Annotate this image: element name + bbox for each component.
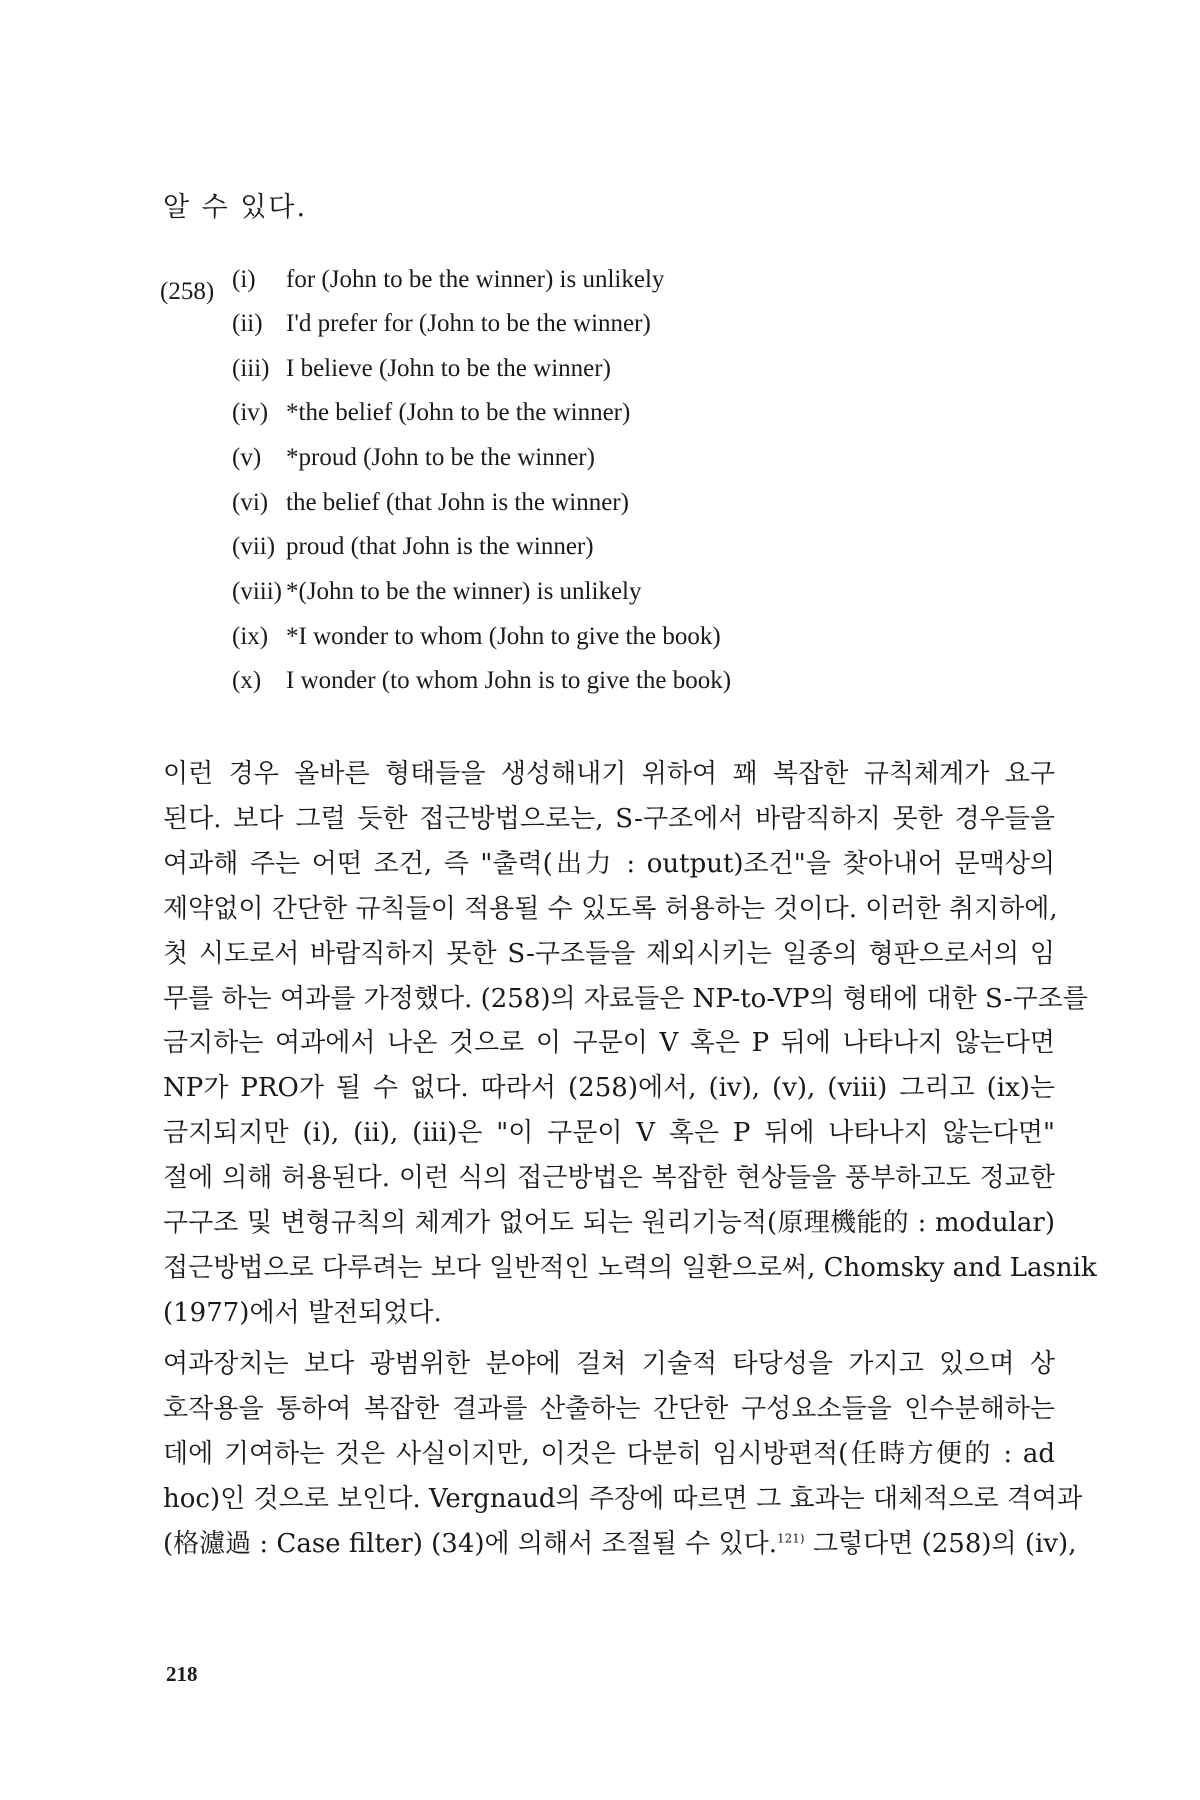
example-label: (i) <box>232 266 256 293</box>
paragraph-line: 데에 기여하는 것은 사실이지만, 이것은 다분히 임시방편적(任時方便的 : ad <box>163 1438 1055 1469</box>
example-text: *I wonder to whom (John to give the book) <box>286 623 721 650</box>
example-text: *proud (John to be the winner) <box>286 444 595 471</box>
paragraph-line: NP가 PRO가 될 수 없다. 따라서 (258)에서, (iv), (v), (viii) 그리고 (ix)는 <box>163 1073 1055 1104</box>
example-text: for (John to be the winner) is unlikely <box>286 266 665 293</box>
example-label: (x) <box>232 667 262 694</box>
example-text: the belief (that John is the winner) <box>286 489 629 516</box>
paragraph-line: 금지하는 여과에서 나온 것으로 이 구문이 V 혹은 P 뒤에 나타나지 않는다면 <box>163 1028 1055 1059</box>
example-text: I believe (John to be the winner) <box>286 355 611 382</box>
paragraph-line: 제약없이 간단한 규칙들이 적용될 수 있도록 허용하는 것이다. 이러한 취지하에, <box>163 893 1058 924</box>
example-text: I'd prefer for (John to be the winner) <box>286 310 651 337</box>
paragraph-line: 첫 시도로서 바람직하지 못한 S-구조들을 제외시키는 일종의 형판으로서의 임 <box>163 938 1055 969</box>
example-label: (vii) <box>232 533 276 560</box>
example-label: (ii) <box>232 310 263 337</box>
paragraph-2 <box>163 1342 1083 1567</box>
example-number: (258) <box>160 278 215 305</box>
lead-text: 알 수 있다. <box>163 192 308 223</box>
paragraph-line: 호작용을 통하여 복잡한 결과를 산출하는 간단한 구성요소들을 인수분해하는 <box>163 1393 1055 1424</box>
paragraph-line: 이런 경우 올바른 형태들을 생성해내기 위하여 꽤 복잡한 규칙체계가 요구 <box>163 759 1055 789</box>
example-label: (viii) <box>232 578 282 605</box>
paragraph-line: 절에 의해 허용된다. 이런 식의 접근방법은 복잡한 현상들을 풍부하고도 정교한 <box>163 1163 1055 1194</box>
example-text: proud (that John is the winner) <box>286 533 594 560</box>
footnote-marker[interactable]: 121) <box>777 1530 805 1545</box>
paragraph-line: (1977)에서 발전되었다. <box>163 1297 442 1328</box>
paragraph-line: 무를 하는 여과를 가정했다. (258)의 자료들은 NP-to-VP의 형태에 대한 S-구조를 <box>163 983 1088 1014</box>
example-label: (iv) <box>232 399 269 426</box>
paragraph-line: 접근방법으로 다루려는 보다 일반적인 노력의 일환으로써, Chomsky and Lasnik <box>163 1252 1097 1283</box>
example-label: (v) <box>232 444 262 471</box>
paragraph-line: 여과장치는 보다 광범위한 분야에 걸쳐 기술적 타당성을 가지고 있으며 상 <box>163 1349 1055 1379</box>
example-label: (vi) <box>232 489 269 516</box>
paragraph-line: 금지되지만 (i), (ii), (iii)은 "이 구문이 V 혹은 P 뒤에 나타나지 않는다면" <box>163 1118 1055 1149</box>
example-text: *the belief (John to be the winner) <box>286 399 631 426</box>
paragraph-line: hoc)인 것으로 보인다. Vergnaud의 주장에 따르면 그 효과는 대체적으로 격여과 <box>163 1483 1083 1514</box>
paragraph-line <box>163 1522 1077 1567</box>
line-text: (格濾過 : Case filter) (34)에 의해서 조절될 수 있다. <box>163 1528 778 1559</box>
example-label: (iii) <box>232 355 270 382</box>
paragraph-line: 된다. 보다 그럴 듯한 접근방법으로는, S-구조에서 바람직하지 못한 경우들을 <box>163 803 1055 834</box>
paragraph-line: 구구조 및 변형규칙의 체계가 없어도 되는 원리기능적(原理機能的 : modular) <box>163 1208 1055 1239</box>
example-text: I wonder (to whom John is to give the book) <box>286 667 732 694</box>
paragraph-line: 여과해 주는 어떤 조건, 즉 "출력(出力 : output)조건"을 찾아내어 문맥상의 <box>163 848 1055 879</box>
example-text: *(John to be the winner) is unlikely <box>286 578 642 605</box>
paragraph-1 <box>163 752 1097 1336</box>
example-label: (ix) <box>232 623 269 650</box>
line-text: 그렇다면 (258)의 (iv), <box>804 1528 1077 1559</box>
page-number: 218 <box>166 1662 198 1686</box>
